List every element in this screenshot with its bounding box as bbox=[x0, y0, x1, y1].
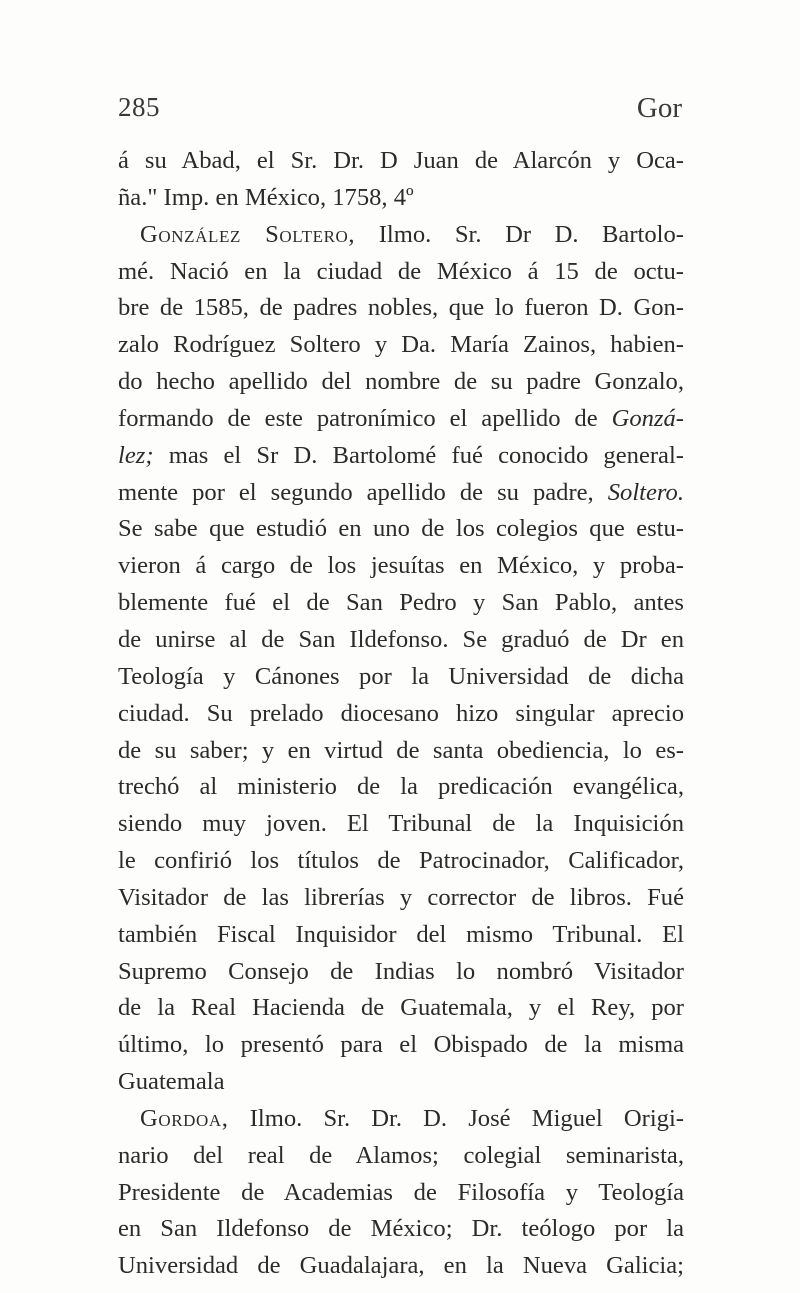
entry-name: González Soltero, bbox=[140, 220, 356, 248]
text-line: formando de este patronímico el apellido de Gonzá- bbox=[118, 404, 684, 432]
text-line: mé. Nació en la ciudad de México á 15 de octu- bbox=[118, 257, 684, 285]
text-line: trechó al ministerio de la predicación evangélica, bbox=[118, 773, 684, 801]
body-text bbox=[118, 143, 684, 1285]
text-line: Presidente de Academias de Filosofía y Teología bbox=[118, 1178, 684, 1206]
text-line: Teología y Cánones por la Universidad de dicha bbox=[118, 662, 684, 690]
text-line: de su saber; y en virtud de santa obediencia, lo es- bbox=[118, 736, 684, 764]
text-line: nario del real de Alamos; colegial seminarista, bbox=[118, 1141, 684, 1169]
text-line: do hecho apellido del nombre de su padre Gonzalo, bbox=[118, 368, 684, 396]
entry-heading-line: Gordoa, Ilmo. Sr. Dr. D. José Miguel Origi- bbox=[140, 1104, 684, 1132]
text-line: Supremo Consejo de Indias lo nombró Visitador bbox=[118, 957, 684, 985]
entry-name: Gordoa, bbox=[140, 1104, 229, 1132]
text-line: también Fiscal Inquisidor del mismo Tribunal. El bbox=[118, 920, 684, 948]
text-line: lez; mas el Sr D. Bartolomé fué conocido general- bbox=[118, 441, 684, 469]
text-line: blemente fué el de San Pedro y San Pablo, antes bbox=[118, 589, 684, 617]
text-line: Guatemala bbox=[118, 1068, 225, 1096]
text-line: en San Ildefonso de México; Dr. teólogo por la bbox=[118, 1215, 684, 1243]
text-line: de unirse al de San Ildefonso. Se graduó de Dr en bbox=[118, 625, 684, 653]
text-line: á su Abad, el Sr. Dr. D Juan de Alarcón y Oca- bbox=[118, 147, 684, 174]
text-line: zalo Rodríguez Soltero y Da. María Zainos, habien- bbox=[118, 331, 684, 359]
page-header bbox=[118, 92, 682, 132]
text-line: Visitador de las librerías y corrector de libros. Fué bbox=[118, 883, 684, 911]
text-line: Se sabe que estudió en uno de los colegios que estu- bbox=[118, 515, 684, 543]
text-line: siendo muy joven. El Tribunal de la Inquisición bbox=[118, 810, 684, 838]
text-line: bre de 1585, de padres nobles, que lo fueron D. Gon- bbox=[118, 294, 684, 322]
running-head: Gor bbox=[636, 92, 682, 124]
text-line: último, lo presentó para el Obispado de la misma bbox=[118, 1031, 684, 1059]
text-line: Universidad de Guadalajara, en la Nueva Galicia; bbox=[118, 1252, 684, 1280]
text-line: vieron á cargo de los jesuítas en México, y proba- bbox=[118, 552, 684, 580]
text-line: de la Real Hacienda de Guatemala, y el Rey, por bbox=[118, 994, 684, 1022]
page-number: 285 bbox=[118, 92, 160, 122]
text-line: ña." Imp. en México, 1758, 4º bbox=[118, 183, 414, 211]
text-line: ciudad. Su prelado diocesano hizo singular aprecio bbox=[118, 699, 684, 727]
text-line: mente por el segundo apellido de su padre, Soltero. bbox=[118, 478, 684, 506]
entry-heading-line: González Soltero, Ilmo. Sr. Dr D. Bartolo- bbox=[140, 220, 684, 248]
text-line: le confirió los títulos de Patrocinador, Calificador, bbox=[118, 847, 684, 875]
